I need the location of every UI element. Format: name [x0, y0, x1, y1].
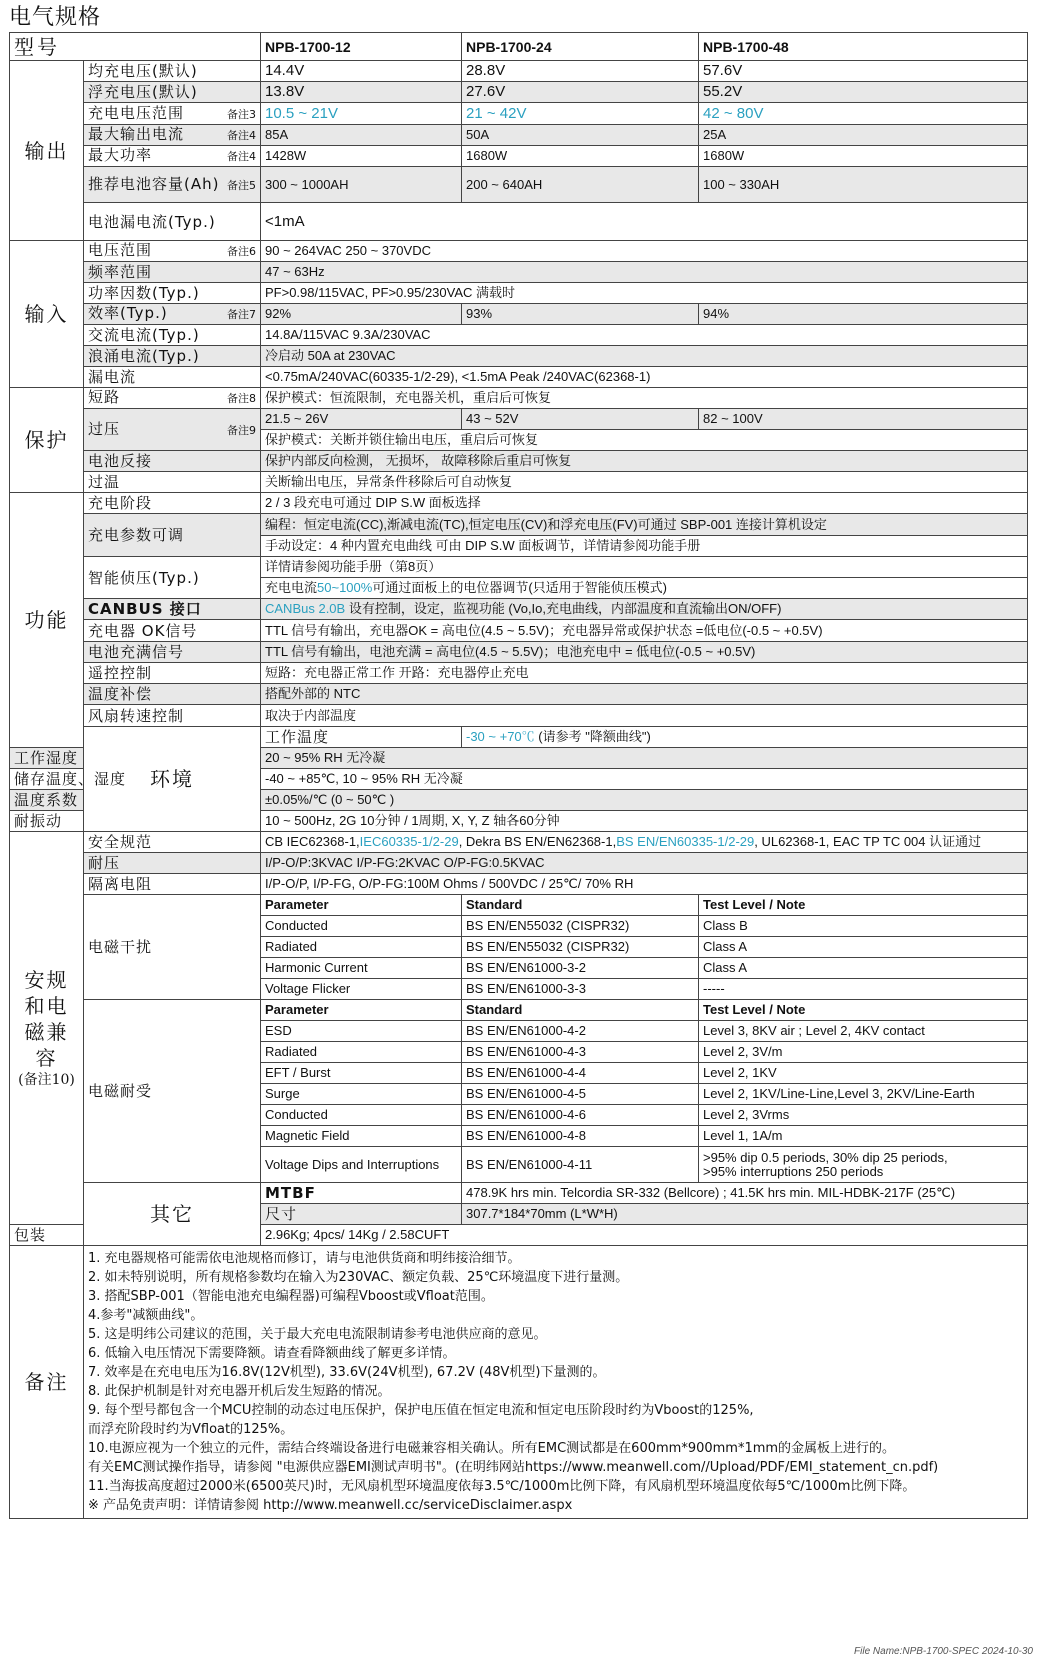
value-cell: 100 ~ 330AH	[699, 167, 1028, 203]
note-ref: 备注6	[227, 245, 256, 258]
spec-row	[10, 895, 1028, 916]
spec-row	[10, 557, 1028, 578]
spec-row	[10, 642, 1028, 663]
row-label	[84, 367, 261, 388]
value-cell: 47 ~ 63Hz	[261, 262, 1028, 283]
note-line: 而浮充阶段时约为Vfloat的125%。	[88, 1422, 294, 1437]
row-label	[84, 388, 261, 409]
value-cell: 10 ~ 500Hz, 2G 10分钟 / 1周期, X, Y, Z 轴各60分钟	[261, 811, 1028, 832]
spec-table	[9, 32, 1028, 1519]
value-cell: 1680W	[462, 146, 699, 167]
value-cell: 2.96Kg; 4pcs/ 14Kg / 2.58CUFT	[261, 1225, 1028, 1246]
row-label	[84, 82, 261, 103]
row-label-text: 电池反接	[88, 452, 153, 470]
category-text: 输出	[24, 138, 69, 163]
value-cell: 关断输出电压，异常条件移除后可自动恢复	[261, 472, 1028, 493]
row-label	[10, 811, 84, 832]
row-label	[84, 346, 261, 367]
category-function	[10, 493, 84, 748]
spec-row	[10, 663, 1028, 684]
row-label	[84, 684, 261, 705]
ems-level: Level 2, 1KV/Line-Line,Level 3, 2KV/Line-Earth	[699, 1084, 1028, 1105]
row-label	[84, 409, 261, 451]
value-cell: 42 ~ 80V	[699, 103, 1028, 125]
row-label-text: 功率因数(Typ.)	[88, 284, 200, 302]
row-label	[261, 1204, 462, 1225]
note-line: 1. 充电器规格可能需依电池规格而修订，请与电池供货商和明纬接洽细节。	[88, 1251, 521, 1266]
spec-row	[10, 346, 1028, 367]
page-title: 电气规格	[9, 5, 102, 30]
row-label	[84, 493, 261, 514]
spec-sheet	[9, 4, 1027, 1519]
note-ref: 备注4	[227, 129, 256, 142]
row-label-text: 短路	[88, 388, 121, 406]
row-label-text: 工作湿度	[14, 749, 79, 767]
emi-param: Harmonic Current	[261, 958, 462, 979]
spec-row	[10, 304, 1028, 325]
model-12: NPB-1700-12	[261, 33, 462, 61]
spec-row	[10, 167, 1028, 203]
row-label-text: 电池充满信号	[88, 643, 185, 661]
spec-row	[10, 409, 1028, 430]
row-label	[10, 790, 84, 811]
spec-row	[10, 203, 1028, 241]
category-text: 功能	[24, 608, 69, 632]
row-label-text: 效率(Typ.)	[88, 304, 168, 322]
row-label	[84, 203, 261, 241]
note-line: 3. 搭配SBP-001（智能电池充电编程器)可编程Vboost或Vfloat范围。	[88, 1289, 494, 1304]
emi-level: Class B	[699, 916, 1028, 937]
row-label-text: 温度系数	[14, 791, 79, 809]
row-label	[84, 895, 261, 1000]
value-cell: 编程：恒定电流(CC),渐减电流(TC),恒定电压(CV)和浮充电压(FV)可通过 SBP-001 连接计算机设定	[261, 514, 1028, 536]
row-label-text: 充电器 OK信号	[88, 621, 198, 640]
note-ref: 备注7	[227, 308, 256, 321]
spec-row	[10, 1183, 1028, 1204]
value-cell: 10.5 ~ 21V	[261, 103, 462, 125]
emi-standard: BS EN/EN61000-3-2	[462, 958, 699, 979]
row-label-text: 漏电流	[88, 368, 137, 386]
emi-param: Radiated	[261, 937, 462, 958]
row-label	[84, 283, 261, 304]
spec-row	[10, 451, 1028, 472]
row-label-text: 工作温度	[265, 728, 330, 746]
row-label-text: 交流电流(Typ.)	[88, 326, 200, 344]
row-label	[261, 727, 462, 748]
row-label-text: 电磁耐受	[88, 1082, 153, 1100]
row-label	[84, 705, 261, 727]
value-cell: 43 ~ 52V	[462, 409, 699, 430]
row-label	[84, 514, 261, 557]
ems-level: Level 2, 1KV	[699, 1063, 1028, 1084]
value-cell: 取决于内部温度	[261, 705, 1028, 727]
row-label-text: 浪涌电流(Typ.)	[88, 347, 200, 365]
value-cell: 21 ~ 42V	[462, 103, 699, 125]
value-part: CB IEC62368-1,	[265, 834, 360, 849]
category-note: (备注10)	[18, 1072, 75, 1088]
spec-row	[10, 241, 1028, 262]
row-label	[84, 472, 261, 493]
row-label	[84, 325, 261, 346]
note-line: 5. 这是明纬公司建议的范围，关于最大充电电流限制请参考电池供应商的意见。	[88, 1327, 547, 1342]
ems-level: Level 2, 3Vrms	[699, 1105, 1028, 1126]
value-part: 50~100%	[317, 580, 373, 595]
ems-head: Test Level / Note	[699, 1000, 1028, 1021]
row-label	[84, 663, 261, 684]
spec-row	[10, 125, 1028, 146]
row-label	[10, 769, 127, 790]
value-part: , UL62368-1, EAC TP TC 004 认证通过	[754, 834, 982, 849]
value-cell: <1mA	[261, 203, 1028, 241]
value-part: -30 ~ +70℃	[466, 729, 535, 744]
value-cell: 307.7*184*70mm (L*W*H)	[462, 1204, 1028, 1225]
ems-level	[699, 1147, 1028, 1183]
ems-head: Standard	[462, 1000, 699, 1021]
category-text: 输入	[24, 302, 69, 326]
value-cell: 搭配外部的 NTC	[261, 684, 1028, 705]
spec-row	[10, 146, 1028, 167]
row-label-text: 最大输出电流	[88, 125, 185, 143]
ems-level: Level 3, 8KV air ; Level 2, 4KV contact	[699, 1021, 1028, 1042]
emi-head: Test Level / Note	[699, 895, 1028, 916]
value-cell: 85A	[261, 125, 462, 146]
category-others	[84, 1183, 261, 1246]
value-part: , Dekra BS EN/EN62368-1,	[458, 834, 617, 849]
model-48: NPB-1700-48	[699, 33, 1028, 61]
row-label	[84, 832, 261, 853]
row-label-text: 尺寸	[265, 1205, 298, 1223]
row-label	[10, 748, 84, 769]
value-part: (请参考 "降额曲线")	[534, 729, 651, 744]
row-label	[84, 620, 261, 642]
ems-standard: BS EN/EN61000-4-8	[462, 1126, 699, 1147]
ems-param: Surge	[261, 1084, 462, 1105]
row-label-text: CANBUS 接口	[88, 600, 202, 618]
value-cell: 详情请参阅功能手册（第8页）	[261, 557, 1028, 578]
notes-list	[84, 1246, 1028, 1519]
row-label-text: 耐压	[88, 854, 121, 872]
value-cell: 冷启动 50A at 230VAC	[261, 346, 1028, 367]
spec-row	[10, 727, 1028, 748]
note-ref: 备注8	[227, 392, 256, 405]
row-label-text: 充电参数可调	[88, 526, 185, 544]
value-cell: 14.4V	[261, 61, 462, 82]
category-text: 备注	[24, 1370, 69, 1394]
value-cell: 21.5 ~ 26V	[261, 409, 462, 430]
footer-filename: File Name:NPB-1700-SPEC 2024-10-30	[854, 1646, 1033, 1657]
ems-level: Level 1, 1A/m	[699, 1126, 1028, 1147]
row-label-text: 过压	[88, 419, 121, 438]
value-cell: 200 ~ 640AH	[462, 167, 699, 203]
row-label-text: 电池漏电流(Typ.)	[88, 212, 216, 231]
row-label-text: 推荐电池容量(Ah)	[88, 174, 220, 193]
note-ref: 备注9	[227, 423, 256, 437]
ems-param: EFT / Burst	[261, 1063, 462, 1084]
ems-level-line: >95% dip 0.5 periods, 30% dip 25 periods,	[703, 1149, 948, 1165]
row-label	[84, 1000, 261, 1183]
category-safety-emc	[10, 832, 84, 1225]
emi-standard: BS EN/EN55032 (CISPR32)	[462, 916, 699, 937]
model-label: 型号	[10, 33, 261, 61]
emi-param: Voltage Flicker	[261, 979, 462, 1000]
row-label	[84, 853, 261, 874]
row-label-text: 包装	[14, 1226, 47, 1244]
row-label	[84, 125, 261, 146]
value-part: CANBus 2.0B	[265, 601, 346, 616]
model-24: NPB-1700-24	[462, 33, 699, 61]
row-label	[84, 61, 261, 82]
spec-row	[10, 61, 1028, 82]
row-label	[84, 599, 261, 620]
value-cell: 90 ~ 264VAC 250 ~ 370VDC	[261, 241, 1028, 262]
value-cell: TTL 信号有输出，电池充满 = 高电位(4.5 ~ 5.5V)；电池充电中 = 低电位(-0.5 ~ +0.5V)	[261, 642, 1028, 663]
note-line: 9. 每个型号都包含一个MCU控制的动态过电压保护，保护电压值在恒定电流和恒定电压阶段时约为Vboost的125%,	[88, 1403, 754, 1418]
row-label-text: 最大功率	[88, 146, 153, 164]
value-cell: 92%	[261, 304, 462, 325]
value-cell: <0.75mA/240VAC(60335-1/2-29), <1.5mA Peak /240VAC(62368-1)	[261, 367, 1028, 388]
value-part: 设有控制，设定，监视功能 (Vo,Io,充电曲线，内部温度和直流输出ON/OFF)	[345, 601, 782, 616]
value-cell: 2 / 3 段充电可通过 DIP S.W 面板选择	[261, 493, 1028, 514]
value-cell: 478.9K hrs min. Telcordia SR-332 (Bellcore) ; 41.5K hrs min. MIL-HDBK-217F (25℃)	[462, 1183, 1028, 1204]
note-line: 11.当海拔高度超过2000米(6500英尺)时，无风扇机型环境温度依每3.5℃/1000m比例下降，有风扇机型环境温度依每5℃/1000m比例下降。	[88, 1479, 916, 1494]
note-line: 10.电源应视为一个独立的元件，需结合终端设备进行电磁兼容相关确认。所有EMC测试都是在600mm*900mm*1mm的金属板上进行的。	[88, 1441, 896, 1456]
emi-standard: BS EN/EN55032 (CISPR32)	[462, 937, 699, 958]
row-label-text: 电压范围	[88, 241, 153, 259]
ems-standard: BS EN/EN61000-4-11	[462, 1147, 699, 1183]
spec-row	[10, 262, 1028, 283]
row-label	[84, 241, 261, 262]
spec-row	[10, 472, 1028, 493]
value-cell: 1680W	[699, 146, 1028, 167]
category-notes	[10, 1246, 84, 1519]
ems-standard: BS EN/EN61000-4-5	[462, 1084, 699, 1105]
value-part: 可通过面板上的电位器调节(只适用于智能侦压模式)	[372, 580, 667, 595]
value-cell: PF>0.98/115VAC, PF>0.95/230VAC 满载时	[261, 283, 1028, 304]
ems-standard: BS EN/EN61000-4-3	[462, 1042, 699, 1063]
ems-param: Conducted	[261, 1105, 462, 1126]
value-cell: 20 ~ 95% RH 无冷凝	[261, 748, 1028, 769]
note-line: 有关EMC测试操作指导，请参阅 "电源供应器EMI测试声明书"。(在明纬网站https://www.meanwell.com//Upload/PDF/EMI_statement_cn.pdf)	[88, 1460, 939, 1475]
value-cell: -40 ~ +85℃, 10 ~ 95% RH 无冷凝	[261, 769, 1028, 790]
spec-row	[10, 367, 1028, 388]
row-label-text: 频率范围	[88, 263, 153, 281]
ems-param: Magnetic Field	[261, 1126, 462, 1147]
spec-row	[10, 853, 1028, 874]
row-label	[84, 167, 261, 203]
spec-row	[10, 832, 1028, 853]
emi-level: -----	[699, 979, 1028, 1000]
value-cell: 保护模式：恒流限制，充电器关机，重启后可恢复	[261, 388, 1028, 409]
ems-head: Parameter	[261, 1000, 462, 1021]
value-cell: 28.8V	[462, 61, 699, 82]
ems-param: Radiated	[261, 1042, 462, 1063]
value-cell: 27.6V	[462, 82, 699, 103]
value-cell	[261, 599, 1028, 620]
value-cell: 1428W	[261, 146, 462, 167]
category-text: 安规和电磁兼容	[24, 968, 69, 1070]
note-line: 4.参考"减额曲线"。	[88, 1308, 204, 1323]
ems-param: Voltage Dips and Interruptions	[261, 1147, 462, 1183]
row-label-text: 遥控控制	[88, 664, 153, 682]
row-label-text: 浮充电压(默认)	[88, 83, 198, 101]
value-cell: 55.2V	[699, 82, 1028, 103]
row-label-text: 充电电压范围	[88, 103, 185, 122]
row-label	[84, 451, 261, 472]
emi-level: Class A	[699, 958, 1028, 979]
emi-head: Standard	[462, 895, 699, 916]
spec-row	[10, 325, 1028, 346]
value-cell: 94%	[699, 304, 1028, 325]
ems-standard: BS EN/EN61000-4-4	[462, 1063, 699, 1084]
category-text: 其它	[150, 1202, 194, 1226]
value-cell: 保护模式：关断并锁住输出电压，重启后可恢复	[261, 430, 1028, 451]
value-cell: 300 ~ 1000AH	[261, 167, 462, 203]
value-cell: 57.6V	[699, 61, 1028, 82]
value-part: IEC60335-1/2-29	[359, 834, 459, 849]
spec-row	[10, 684, 1028, 705]
value-cell: 25A	[699, 125, 1028, 146]
value-cell	[261, 832, 1028, 853]
row-label-text: 过温	[88, 473, 121, 491]
row-label-text: 储存温度、湿度	[14, 770, 127, 788]
spec-row	[10, 103, 1028, 125]
value-cell: 82 ~ 100V	[699, 409, 1028, 430]
note-ref: 备注3	[227, 107, 256, 121]
row-label	[84, 146, 261, 167]
emi-standard: BS EN/EN61000-3-3	[462, 979, 699, 1000]
spec-row	[10, 514, 1028, 536]
spec-row	[10, 874, 1028, 895]
ems-standard: BS EN/EN61000-4-2	[462, 1021, 699, 1042]
ems-param: ESD	[261, 1021, 462, 1042]
spec-row	[10, 283, 1028, 304]
row-label	[84, 874, 261, 895]
spec-row	[10, 493, 1028, 514]
value-cell: I/P-O/P, I/P-FG, O/P-FG:100M Ohms / 500VDC / 25℃/ 70% RH	[261, 874, 1028, 895]
row-label	[84, 304, 261, 325]
category-protection	[10, 388, 84, 493]
row-label	[84, 103, 261, 125]
value-cell: 13.8V	[261, 82, 462, 103]
category-text: 保护	[24, 428, 69, 452]
row-label	[84, 557, 261, 599]
note-line: 7. 效率是在充电电压为16.8V(12V机型), 33.6V(24V机型), 67.2V (48V机型)下量测的。	[88, 1365, 606, 1380]
spec-row	[10, 1000, 1028, 1021]
ems-level-line: >95% interruptions 250 periods	[703, 1163, 884, 1179]
row-label-text: 隔离电阻	[88, 875, 153, 893]
note-line: ※ 产品免责声明：详情请参阅 http://www.meanwell.cc/serviceDisclaimer.aspx	[88, 1498, 573, 1513]
row-label-text: 均充电压(默认)	[88, 62, 198, 80]
row-label-text: 耐振动	[14, 812, 63, 830]
value-cell: I/P-O/P:3KVAC I/P-FG:2KVAC O/P-FG:0.5KVAC	[261, 853, 1028, 874]
value-cell: 保护内部反向检测， 无损坏， 故障移除后重启可恢复	[261, 451, 1028, 472]
category-output	[10, 61, 84, 241]
value-cell	[261, 578, 1028, 599]
ems-level: Level 2, 3V/m	[699, 1042, 1028, 1063]
value-part: BS EN/EN60335-1/2-29	[616, 834, 755, 849]
row-label	[84, 642, 261, 663]
value-cell: 50A	[462, 125, 699, 146]
category-input	[10, 241, 84, 388]
row-label-text: MTBF	[265, 1184, 316, 1202]
row-label-text: 安全规范	[88, 833, 153, 851]
note-line: 6. 低输入电压情况下需要降额。请查看降额曲线了解更多详情。	[88, 1346, 456, 1361]
row-label	[10, 1225, 84, 1246]
note-line: 8. 此保护机制是针对充电器开机后发生短路的情况。	[88, 1384, 391, 1399]
value-cell: ±0.05%/℃ (0 ~ 50℃ )	[261, 790, 1028, 811]
note-line: 2. 如未特别说明，所有规格参数均在输入为230VAC、额定负载、25℃环境温度下进行量测。	[88, 1270, 629, 1285]
row-label	[261, 1183, 462, 1204]
value-cell: 手动设定：4 种内置充电曲线 可由 DIP S.W 面板调节，详情请参阅功能手册	[261, 536, 1028, 557]
value-cell: 短路：充电器正常工作 开路：充电器停止充电	[261, 663, 1028, 684]
value-part: 充电电流	[265, 580, 318, 595]
notes-row	[10, 1246, 1028, 1519]
row-label	[84, 262, 261, 283]
row-label-text: 智能侦压(Typ.)	[88, 568, 200, 587]
note-ref: 备注4	[227, 150, 256, 163]
emi-param: Conducted	[261, 916, 462, 937]
spec-row	[10, 705, 1028, 727]
row-label-text: 温度补偿	[88, 685, 153, 703]
value-cell: 14.8A/115VAC 9.3A/230VAC	[261, 325, 1028, 346]
model-header-row	[10, 33, 1028, 61]
emi-level: Class A	[699, 937, 1028, 958]
note-ref: 备注5	[227, 178, 256, 192]
emi-head: Parameter	[261, 895, 462, 916]
category-text: 环境	[150, 767, 194, 791]
row-label-text: 充电阶段	[88, 494, 153, 512]
spec-row	[10, 599, 1028, 620]
ems-standard: BS EN/EN61000-4-6	[462, 1105, 699, 1126]
value-cell: TTL 信号有输出，充电器OK = 高电位(4.5 ~ 5.5V)；充电器异常或保护状态 =低电位(-0.5 ~ +0.5V)	[261, 620, 1028, 642]
spec-row	[10, 82, 1028, 103]
row-label-text: 风扇转速控制	[88, 706, 185, 725]
spec-row	[10, 388, 1028, 409]
value-cell	[462, 727, 1028, 748]
spec-row	[10, 620, 1028, 642]
row-label-text: 电磁干扰	[88, 938, 153, 956]
value-cell: 93%	[462, 304, 699, 325]
